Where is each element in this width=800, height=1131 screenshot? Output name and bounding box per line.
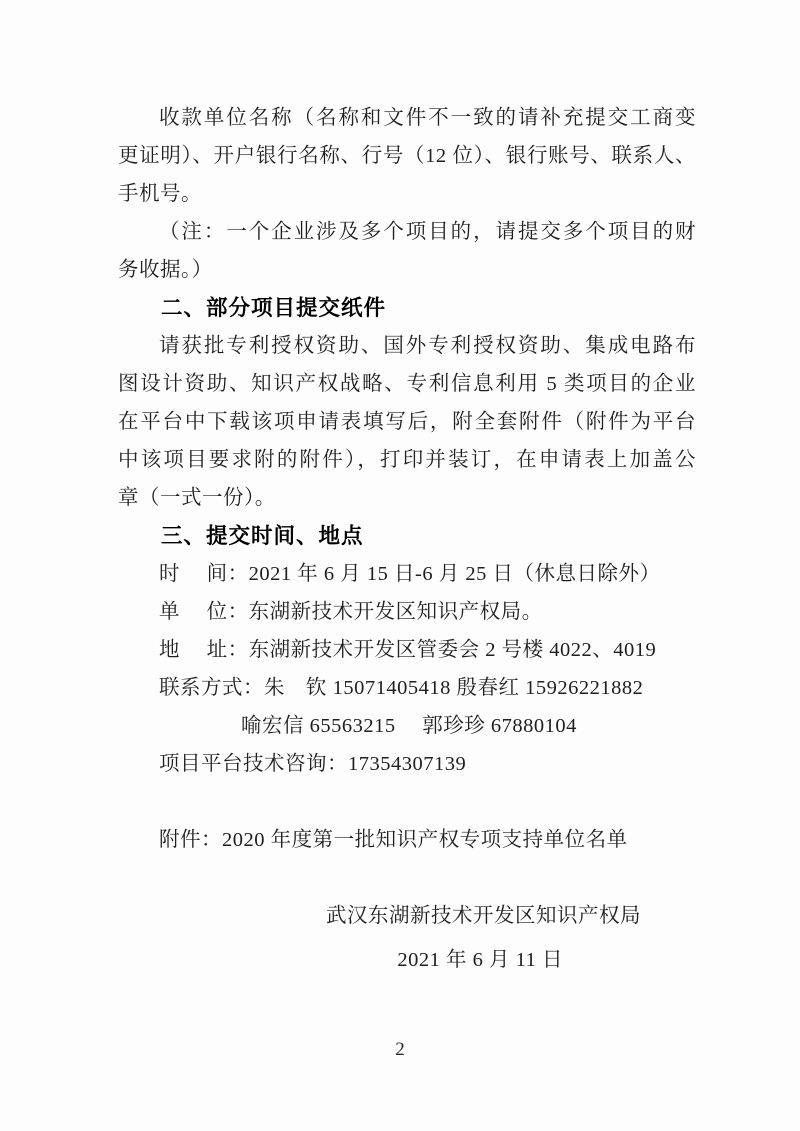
text-line: 更证明）、开户银行名称、行号（12 位）、银行账号、联系人、 (118, 145, 696, 167)
signature-agency: 武汉东湖新技术开发区知识产权局 (326, 905, 641, 927)
text-line: 收款单位名称（名称和文件不一致的请补充提交工商变 (159, 107, 696, 129)
text-line: 地 址：东湖新技术开发区管委会 2 号楼 4022、4019 (159, 639, 657, 661)
text-line: 图设计资助、知识产权战略、专利信息利用 5 类项目的企业 (118, 373, 696, 395)
text-line: 在平台中下载该项申请表填写后，附全套附件（附件为平台 (118, 411, 696, 433)
text-line: 单 位：东湖新技术开发区知识产权局。 (159, 601, 543, 623)
document-body (118, 99, 696, 979)
blank-line (118, 859, 696, 897)
page-number: 2 (395, 1039, 405, 1060)
text-line: 喻宏信 65563215 郭珍珍 67880104 (241, 715, 577, 737)
blank-line (118, 783, 696, 821)
signature-block (118, 897, 696, 979)
text-line: （注：一个企业涉及多个项目的，请提交多个项目的财 (159, 221, 696, 243)
text-line: 章（一式一份）。 (118, 487, 276, 509)
section-heading: 三、提交时间、地点 (161, 524, 364, 548)
text-line: 中该项目要求附的附件），打印并装订，在申请表上加盖公 (118, 449, 696, 471)
signature-date: 2021 年 6 月 11 日 (397, 949, 563, 971)
text-line: 时 间：2021 年 6 月 15 日-6 月 25 日（休息日除外） (159, 563, 661, 585)
text-line: 项目平台技术咨询：17354307139 (159, 753, 467, 775)
text-line: 附件：2020 年度第一批知识产权专项支持单位名单 (159, 829, 628, 851)
text-line: 务收据。） (118, 259, 213, 281)
text-line: 手机号。 (118, 183, 202, 205)
section-heading: 二、部分项目提交纸件 (161, 296, 387, 320)
text-line: 请获批专利授权资助、国外专利授权资助、集成电路布 (159, 335, 696, 357)
text-line: 联系方式：朱 钦 15071405418 殷春红 15926221882 (159, 677, 644, 699)
